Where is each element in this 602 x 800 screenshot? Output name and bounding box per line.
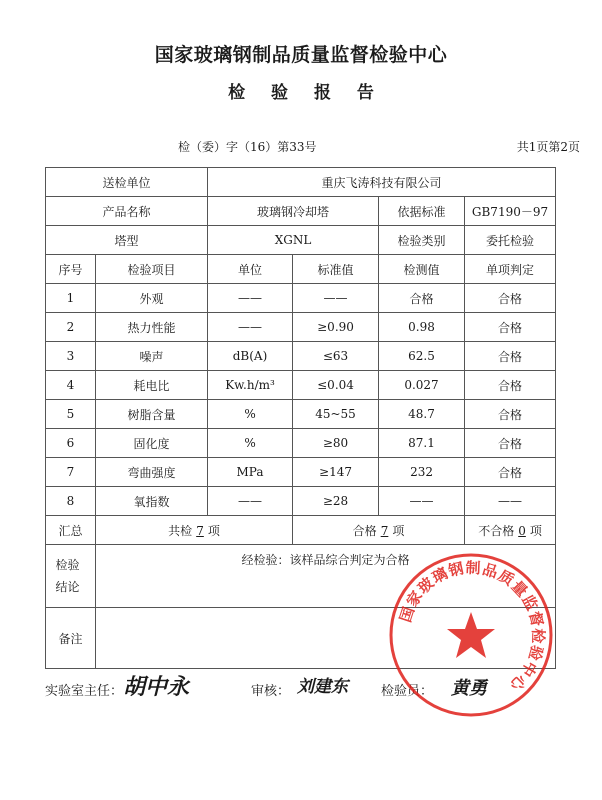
row-item: 树脂含量: [96, 400, 208, 429]
row-measured: 合格: [379, 284, 465, 313]
row-seq: 8: [46, 487, 96, 516]
row-verdict: 合格: [465, 371, 556, 400]
reviewer-signature: 刘建东: [297, 677, 348, 697]
report-subtitle: 检 验 报 告: [228, 83, 374, 103]
row-measured: 62.5: [379, 342, 465, 371]
model-value: XGNL: [208, 226, 379, 255]
row-item: 固化度: [96, 429, 208, 458]
row-item: 氧指数: [96, 487, 208, 516]
row-measured: 87.1: [379, 429, 465, 458]
row-item: 热力性能: [96, 313, 208, 342]
row-unit: MPa: [208, 458, 293, 487]
product-row: [46, 197, 556, 226]
standard-value: GB7190－97: [465, 197, 556, 226]
col-verdict: 单项判定: [465, 255, 556, 284]
product-value: 玻璃钢冷却塔: [208, 197, 379, 226]
row-item: 外观: [96, 284, 208, 313]
summary-row: [46, 516, 556, 545]
column-header-row: [46, 255, 556, 284]
inspector-signature: 黄勇: [451, 678, 487, 699]
row-standard: ≤63: [293, 342, 379, 371]
row-measured: 48.7: [379, 400, 465, 429]
table-row: [46, 284, 556, 313]
table-row: [46, 429, 556, 458]
row-verdict: 合格: [465, 284, 556, 313]
row-standard: ≥28: [293, 487, 379, 516]
summary-total-count: 7: [196, 523, 204, 538]
summary-fail-suffix: 项: [529, 523, 542, 538]
report-title: 国家玻璃钢制品质量监督检验中心: [154, 44, 448, 66]
row-verdict: 合格: [465, 313, 556, 342]
standard-label: 依据标准: [379, 197, 465, 226]
row-item: 噪声: [96, 342, 208, 371]
row-seq: 2: [46, 313, 96, 342]
row-standard: ≥0.90: [293, 313, 379, 342]
row-item: 耗电比: [96, 371, 208, 400]
row-standard: ≤0.04: [293, 371, 379, 400]
col-unit: 单位: [208, 255, 293, 284]
model-label: 塔型: [46, 226, 208, 255]
col-seq: 序号: [46, 255, 96, 284]
col-measured: 检测值: [379, 255, 465, 284]
row-verdict: 合格: [465, 400, 556, 429]
row-verdict: 合格: [465, 342, 556, 371]
row-item: 弯曲强度: [96, 458, 208, 487]
row-unit: %: [208, 429, 293, 458]
table-row: [46, 313, 556, 342]
row-seq: 5: [46, 400, 96, 429]
row-seq: 7: [46, 458, 96, 487]
category-value: 委托检验: [465, 226, 556, 255]
reviewer-label: 审核：: [251, 684, 291, 699]
row-standard: 45~55: [293, 400, 379, 429]
table-row: [46, 400, 556, 429]
client-value: 重庆飞涛科技有限公司: [208, 168, 556, 197]
table-row: [46, 458, 556, 487]
lab-director-label: 实验室主任：: [45, 684, 124, 699]
table-row: [46, 342, 556, 371]
row-unit: %: [208, 400, 293, 429]
summary-pass: [293, 516, 465, 545]
client-row: [46, 168, 556, 197]
table-row: [46, 371, 556, 400]
client-label: 送检单位: [46, 168, 208, 197]
lab-director-signature: 胡中永: [123, 675, 190, 700]
table-row: [46, 487, 556, 516]
row-standard: ≥80: [293, 429, 379, 458]
summary-fail-prefix: 不合格: [478, 523, 515, 538]
row-verdict: ——: [465, 487, 556, 516]
row-verdict: 合格: [465, 429, 556, 458]
official-seal: [386, 550, 556, 720]
row-measured: 0.027: [379, 371, 465, 400]
row-standard: ——: [293, 284, 379, 313]
row-measured: 232: [379, 458, 465, 487]
row-measured: ——: [379, 487, 465, 516]
document-number: 检（委）字（16）第33号: [178, 140, 317, 154]
summary-total: [96, 516, 293, 545]
category-label: 检验类别: [379, 226, 465, 255]
remarks-label: 备注: [46, 608, 96, 669]
row-seq: 1: [46, 284, 96, 313]
row-unit: Kw.h/m³: [208, 371, 293, 400]
row-seq: 4: [46, 371, 96, 400]
row-unit: ——: [208, 284, 293, 313]
conclusion-text: 经检验：该样品综合判定为合格: [96, 545, 556, 608]
row-seq: 6: [46, 429, 96, 458]
inspector-label: 检验员：: [381, 684, 434, 699]
summary-total-prefix: 共检: [168, 523, 193, 538]
summary-fail: [465, 516, 556, 545]
row-unit: ——: [208, 487, 293, 516]
row-measured: 0.98: [379, 313, 465, 342]
seal-text: 国家玻璃钢制品质量监督检验中心: [396, 558, 548, 696]
summary-pass-count: 7: [380, 523, 389, 538]
row-verdict: 合格: [465, 458, 556, 487]
row-unit: dB(A): [208, 342, 293, 371]
row-seq: 3: [46, 342, 96, 371]
page-info: 共1页第2页: [516, 140, 580, 154]
summary-label: 汇总: [46, 516, 96, 545]
summary-pass-suffix: 项: [392, 523, 405, 538]
row-standard: ≥147: [293, 458, 379, 487]
col-item: 检验项目: [96, 255, 208, 284]
product-label: 产品名称: [46, 197, 208, 226]
conclusion-label: 检验结论: [55, 558, 80, 594]
col-standard: 标准值: [293, 255, 379, 284]
model-row: [46, 226, 556, 255]
summary-pass-prefix: 合格: [352, 523, 377, 538]
summary-total-suffix: 项: [207, 523, 220, 538]
row-unit: ——: [208, 313, 293, 342]
conclusion-label-cell: [46, 545, 96, 608]
summary-fail-count: 0: [518, 523, 526, 538]
